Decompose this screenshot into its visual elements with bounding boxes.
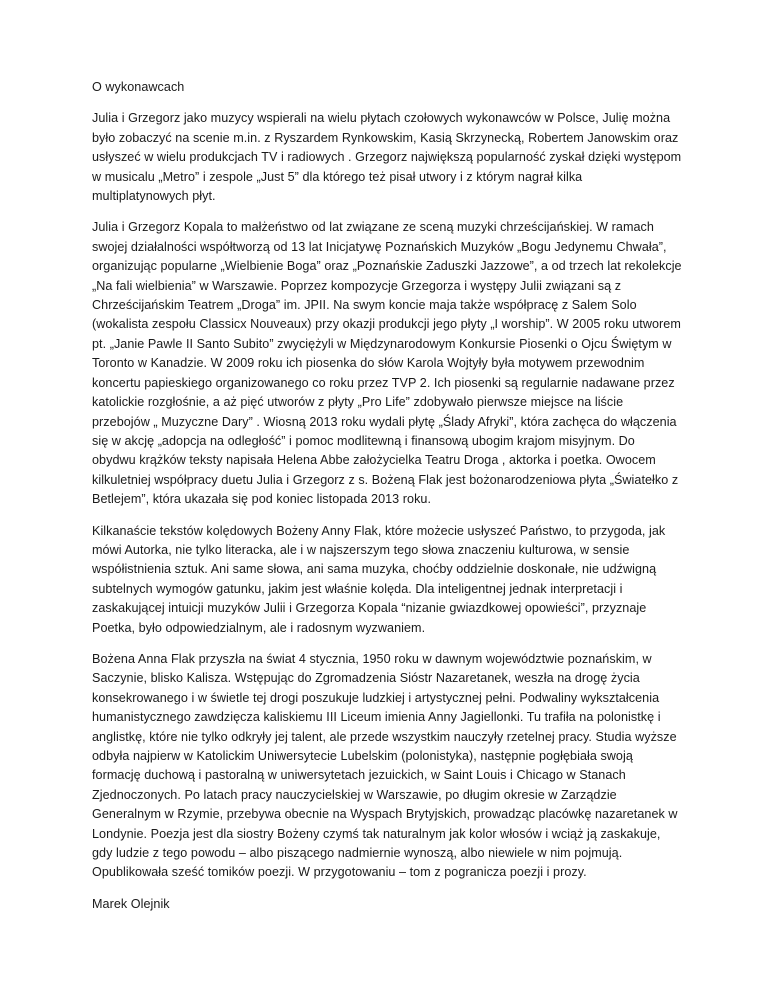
document-heading: O wykonawcach bbox=[92, 80, 185, 94]
document-page bbox=[92, 78, 682, 914]
paragraph-about-performers: Julia i Grzegorz jako muzycy wspierali na wielu płytach czołowych wykonawców w Polsce, Julię można było zobaczyć na scenie m.in. z Ryszardem Rynkowskim, Kasią Skrzynecką, Robertem Janowskim oraz usłyszeć w wielu produkcjach TV i radiowych . Grzegorz największą popularność zyskał dzięki występom w musicalu „Metro” i zespole „Just 5” dla którego też pisał utwory i z którym nagrał kilka multiplatynowych płyt. bbox=[92, 111, 682, 204]
author-signature: Marek Olejnik bbox=[92, 896, 170, 911]
paragraph-bozena-flak-bio: Bożena Anna Flak przyszła na świat 4 stycznia, 1950 roku w dawnym województwie poznańskim, w Saczynie, blisko Kalisza. Wstępując do Zgromadzenia Sióstr Nazaretanek, weszła na drogę życia konsekrowanego i w świetle tej drogi poszukuje ludzkiej i artystycznej pełni. Podwaliny wykształcenia humanistycznego zawdzięcza kaliskiemu III Liceum imienia Anny Jagiellonki. Tu trafiła na polonistkę i anglistkę, które nie tylko odkryły jej talent, ale przede wszystkim nauczyły rzetelnej pracy. Studia wyższe odbyła najpierw w Katolickim Uniwersytecie Lubelskim (polonistyka), następnie pogłębiała swoją formację duchową i pastoralną w uniwersytetach jezuickich, w Saint Louis i Chicago w Stanach Zjednoczonych. Po latach pracy nauczycielskiej w Warszawie, po długim okresie w Zarządzie Generalnym w Rzymie, przebywa obecnie na Wyspach Brytyjskich, prowadząc placówkę nazaretanek w Londynie. Poezja jest dla siostry Bożeny czymś tak naturalnym jak kolor włosów i wciąż ją zaskakuje, gdy ludzie z tego powodu – albo piszącego nadmiernie wynoszą, albo niewiele w nim pojmują. Opublikowała sześć tomików poezji. W przygotowaniu – tom z pogranicza poezji i prozy. bbox=[92, 651, 678, 880]
paragraph-kopala-duo: Julia i Grzegorz Kopala to małżeństwo od lat związane ze sceną muzyki chrześcijańskiej. W ramach swojej działalności współtworzą od 13 lat Inicjatywę Poznańskich Muzyków „Bogu Jedynemu Chwała”, organizując popularne „Wielbienie Boga” oraz „Poznańskie Zaduszki Jazzowe”, a od trzech lat rekolekcje „Na fali wielbienia” w Warszawie. Poprzez kompozycje Grzegorza i występy Julii związani są z Chrześcijańskim Teatrem „Droga” im. JPII. Na swym koncie maja także współpracę z Salem Solo (wokalista zespołu Classicx Nouveaux) przy okazji produkcji jego płyty „I worship”. W 2005 roku utworem pt. „Janie Pawle II Santo Subito” zwyciężyli w Międzynarodowym Konkursie Piosenki o Ojcu Świętym w Toronto w Kanadzie. W 2009 roku ich piosenka do słów Karola Wojtyły była motywem przewodnim koncertu papieskiego organizowanego co roku przez TVP 2. Ich piosenki są regularnie nadawane przez katolickie rozgłośnie, a aż pięć utworów z płyty „Pro Life” zdobywało pierwsze miejsce na liście przebojów „ Muzyczne Dary” . Wiosną 2013 roku wydali płytę „Ślady Afryki”, która zachęca do włączenia się w akcję „adopcja na odległość” i pomoc modlitewną i finansową ubogim krajom misyjnym. Do obydwu krążków teksty napisała Helena Abbe założycielka Teatru Droga , aktorka i poetka. Owocem kilkuletniej współpracy duetu Julia i Grzegorz z s. Bożeną Flak jest bożonarodzeniowa płyta „Światełko z Betlejem”, która ukazała się pod koniec listopada 2013 roku. bbox=[92, 220, 682, 507]
paragraph-carol-lyrics: Kilkanaście tekstów kolędowych Bożeny Anny Flak, które możecie usłyszeć Państwo, to przygoda, jak mówi Autorka, nie tylko literacka, ale i w najszerszym tego słowa znaczeniu kulturowa, w sensie współistnienia sztuk. Ani same słowa, ani sama muzyka, choćby oddzielnie doskonałe, nie udźwigną subtelnych wymogów gatunku, jakim jest właśnie kolęda. Dla inteligentnej jednak interpretacji i zaskakującej intuicji muzyków Julii i Grzegorza Kopala “nizanie gwiazdkowej opowieści”, przyznaje Poetka, było odpowiedzialnym, ale i radosnym wyzwaniem. bbox=[92, 523, 666, 635]
